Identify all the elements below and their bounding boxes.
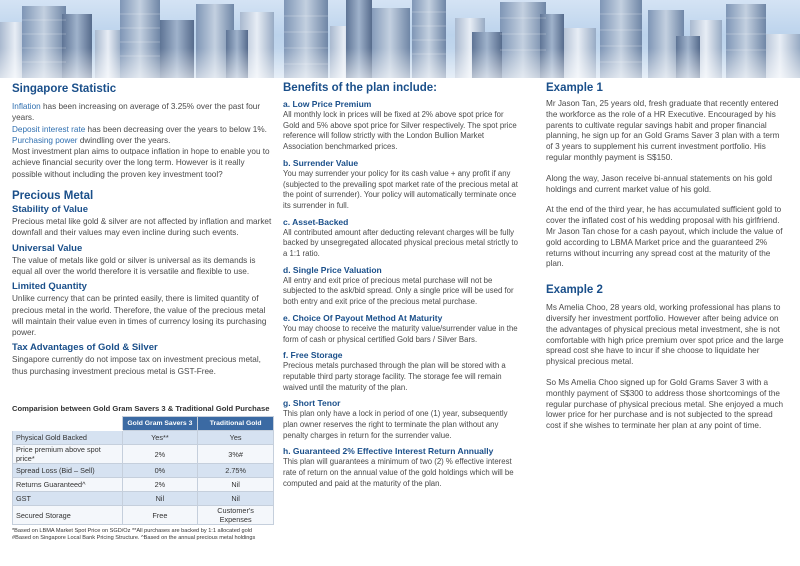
precious-item-title: Limited Quantity [12, 281, 87, 293]
city-skyline-image [0, 0, 800, 78]
statistic-inflation [12, 101, 274, 124]
benefit-text: All contributed amount after deducting relevant charges will be fully backed by unsegregated allocated physical precious metal strictly to a 1:1 ratio. [283, 227, 518, 259]
benefits-title: Benefits of the plan include: [283, 82, 437, 94]
table-cell-gold-gram: Nil [122, 492, 198, 506]
precious-item-text: The value of metals like gold or silver is universal as its demands is equal all over the world therefore it is versatile and flexible to use. [12, 255, 256, 276]
example-1-paragraph: Along the way, Jason receive bi-annual statements on his gold holdings and current market value of his gold. [546, 173, 773, 194]
example-1-title: Example 1 [546, 82, 603, 94]
table-row-label: Spread Loss (Bid – Sell) [13, 464, 123, 478]
table-row [13, 445, 274, 464]
table-cell-gold-gram: Free [122, 506, 198, 525]
table-cell-gold-gram: 0% [122, 464, 198, 478]
benefit-title: f. Free Storage [283, 350, 343, 361]
column-examples [546, 78, 786, 442]
benefit-title: a. Low Price Premium [283, 99, 372, 109]
table-cell-gold-gram: 2% [122, 445, 198, 464]
benefit-text: You may choose to receive the maturity value/surrender value in the form of cash or physical certified Gold bars / Silver Bars. [283, 323, 518, 344]
benefit-title: h. Guaranteed 2% Effective Interest Return Annually [283, 446, 494, 457]
precious-metal-title: Precious Metal [12, 190, 94, 203]
benefit-title: b. Surrender Value [283, 157, 359, 168]
table-row [13, 478, 274, 492]
table-row [13, 506, 274, 525]
example-2-title: Example 2 [546, 284, 603, 297]
example-2-paragraph: So Ms Amelia Choo signed up for Gold Grams Saver 3 with a monthly payment of S$300 to address those shortcomings of the regular purchase of physical precious metal. She enjoyed a much lower price for her purchase and is not subjected to the spread cost if she wishes to terminate her plan at any point of time. [546, 377, 784, 431]
comparison-table [12, 416, 274, 525]
table-cell-traditional: 3%# [198, 445, 274, 464]
comparison-footnote-2: #Based on Singapore Local Bank Pricing Structure. ^Based on the annual precious metal holdings [12, 535, 256, 542]
benefit-text: All monthly lock in prices will be fixed at 2% above spot price for Gold and 5% above spot price for Silver respectively. The spot price reference will follow strictly with the London Bullion Market Association benchmarked prices. [283, 110, 517, 152]
deposit-text: has been decreasing over the years to below 1%. [85, 124, 267, 134]
deposit-highlight: Deposit interest rate [12, 124, 86, 134]
precious-item-title: Tax Advantages of Gold & Silver [12, 342, 158, 354]
precious-item-text: Singapore currently do not impose tax on investment precious metal, thus purchasing investment precious metal is GST-Free. [12, 355, 261, 376]
table-row-label: GST [13, 492, 123, 506]
precious-item-text: Precious metal like gold & silver are not affected by inflation and market downfall and their values may even incline during such events. [12, 217, 272, 238]
comparison-title: Comparision between Gold Gram Savers 3 & Traditional Gold Purchase [12, 404, 270, 413]
table-cell-traditional: Nil [198, 478, 274, 492]
benefit-title: e. Choice Of Payout Method At Maturity [283, 312, 443, 323]
purchasing-text: dwindling over the years. [77, 135, 171, 145]
table-row-label: Physical Gold Backed [13, 431, 123, 445]
table-row [13, 464, 274, 478]
statistic-deposit [12, 124, 274, 135]
example-1-paragraph: Mr Jason Tan, 25 years old, fresh graduate that recently entered the workforce as the role of a HR Executive. Encouraged by his parents to cultivate regular savings habit and proper financial planning, he sign up for an Gold Grams Saver 3 plan with a term of 3 years to supplement his current investment portfolio. His regular monthly payment is S$150. [546, 99, 780, 162]
table-row-label: Price premium above spot price* [13, 445, 123, 464]
table-header-blank [13, 417, 123, 431]
table-header-traditional: Traditional Gold [198, 417, 274, 431]
column-statistics [12, 78, 274, 377]
example-2-paragraph: Ms Amelia Choo, 28 years old, working professional has plans to diversify her investment portfolio. However after being advice on the advantages of physical precious metal investment, she is not comfortable with high price premium over spot price and the large spread cost she have to incur if she choose to liquidate her physical precious metal. [546, 303, 784, 367]
inflation-highlight: Inflation [12, 102, 41, 111]
singapore-statistic-title: Singapore Statistic [12, 83, 117, 95]
precious-item-title: Universal Value [12, 242, 83, 254]
precious-item-title: Stability of Value [12, 204, 89, 216]
benefit-text: This plan only have a lock in period of one (1) year, subsequently plan owner reserves the right to terminate the plan without any penalty charges in return for the surrender value. [283, 409, 508, 440]
benefit-text: This plan will guarantees a minimum of two (2) % effective interest rate of return on the annual value of the gold holdings which will be computed and paid at the maturity of the plan. [283, 457, 514, 488]
table-header-gold-gram: Gold Gram Savers 3 [122, 417, 198, 431]
table-row [13, 492, 274, 506]
table-cell-traditional: Nil [198, 492, 274, 506]
benefit-text: Precious metals purchased through the plan will be stored with a reputable third party storage facility. The storage fee will remain waived until the maturity of the plan. [283, 361, 506, 392]
benefit-title: c. Asset-Backed [283, 216, 349, 227]
table-header-row [13, 417, 274, 431]
benefit-title: g. Short Tenor [283, 398, 341, 409]
benefit-title: d. Single Price Valuation [283, 264, 382, 275]
precious-item-text: Unlike currency that can be printed easily, there is limited quantity of precious metal in the world. Therefore, the value of the precious metal will maintain their value even in times of currency losing its purchasing power. [12, 294, 267, 338]
table-row [13, 431, 274, 445]
table-cell-traditional: 2.75% [198, 464, 274, 478]
statistic-purchasing [12, 135, 274, 146]
benefit-text: All entry and exit price of precious metal purchase will not be subjected to the ask/bid spread. Only a single price will be used for both entry and exit price of the precious metal purchase. [283, 275, 514, 307]
skyline-banner [0, 0, 800, 78]
table-cell-gold-gram: Yes** [122, 431, 198, 445]
statistic-body: Most investment plan aims to outpace inflation in hope to enable you to achieve financial security over the long term. However is it really possible without including the proven key investment tool? [12, 147, 270, 179]
benefit-text: You may surrender your policy for its cash value + any profit if any (subjected to the prevailing spot market rate of the precious metal at the point of surrender). Your policy will automatically terminate once its surrender in full. [283, 168, 518, 210]
table-row-label: Returns Guaranteed^ [13, 478, 123, 492]
comparison-footnote-1: *Based on LBMA Market Spot Price on SGD/Oz **All purchases are backed by 1:1 allocated gold [12, 528, 253, 534]
table-cell-traditional: Customer's Expenses [198, 506, 274, 525]
inflation-text: has been increasing on average of 3.25% over the past four years. [12, 102, 261, 123]
purchasing-highlight: Purchasing power [12, 135, 78, 145]
column-benefits [283, 78, 519, 490]
comparison-block [12, 404, 274, 543]
table-cell-gold-gram: 2% [122, 478, 198, 492]
table-row-label: Secured Storage [13, 506, 123, 525]
table-cell-traditional: Yes [198, 431, 274, 445]
example-1-paragraph: At the end of the third year, he has accumulated sufficient gold to cover the inflated cost of his wedding proposal with his girlfriend. Mr Jason Tan chose for a cash payout, which include the value of gold according to LBMA Market price and the guaranteed 2% returns without incurring any spread cost at the maturity of the plan. [546, 205, 783, 269]
